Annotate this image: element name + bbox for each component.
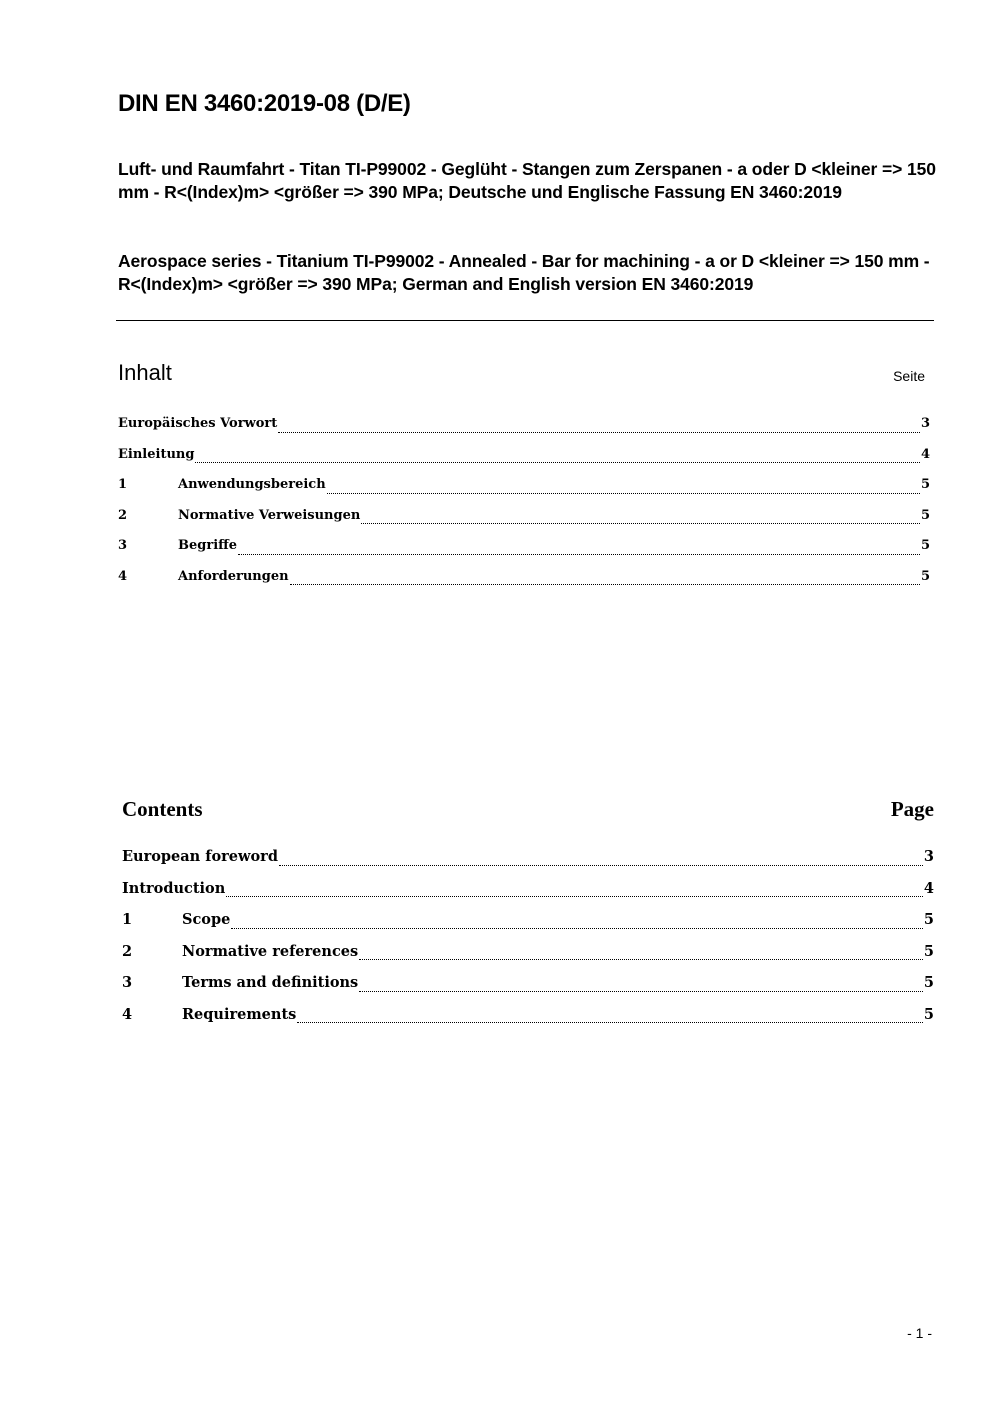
toc-dot-leader <box>279 865 923 866</box>
toc-entry-page: 5 <box>923 942 934 960</box>
toc-page-label-german: Seite <box>893 368 925 384</box>
toc-dot-leader <box>297 1022 923 1023</box>
toc-page-label-english: Page <box>890 797 934 821</box>
toc-entry-page: 5 <box>923 911 934 928</box>
toc-dot-leader <box>359 991 923 992</box>
toc-entry-scope-en[interactable] <box>122 911 934 943</box>
toc-entry-number: 1 <box>122 911 133 928</box>
toc-entry-introduction-en[interactable] <box>122 880 934 912</box>
toc-dot-leader <box>238 554 920 555</box>
toc-entry-number: 3 <box>122 974 133 991</box>
toc-dot-leader <box>231 928 923 929</box>
subtitle-english: Aerospace series - Titanium TI-P99002 - Annealed - Bar for machining - a or D <kleiner => 150 mm - R<(Index)m> <größer => 390 MPa; German and English version EN 3460:2019 <box>118 251 930 294</box>
toc-entry-european-foreword-de[interactable] <box>118 416 930 447</box>
toc-entry-page: 5 <box>920 507 930 523</box>
toc-entry-requirements-de[interactable] <box>118 569 930 600</box>
toc-entry-page: 5 <box>920 477 930 492</box>
toc-german <box>118 416 930 599</box>
toc-entry-number: 3 <box>118 538 128 553</box>
toc-heading-german: Inhalt <box>118 360 172 385</box>
toc-entry-normative-references-en[interactable] <box>122 943 934 975</box>
toc-entry-requirements-en[interactable] <box>122 1006 934 1038</box>
toc-entry-page: 4 <box>923 879 934 897</box>
toc-entry-page: 5 <box>923 1005 934 1023</box>
toc-entry-text: Normative references <box>182 942 359 960</box>
toc-dot-leader <box>327 493 920 494</box>
toc-entry-terms-de[interactable] <box>118 538 930 569</box>
toc-dot-leader <box>359 959 923 960</box>
toc-entry-european-foreword-en[interactable] <box>122 848 934 880</box>
toc-dot-leader <box>361 523 920 524</box>
toc-english <box>122 848 934 1037</box>
subtitle-german: Luft- und Raumfahrt - Titan TI-P99002 - Geglüht - Stangen zum Zerspanen - a oder D <kleiner => 150 mm - R<(Index)m> <größer => 390 MPa; Deutsche und Englische Fassung EN 3460:2019 <box>118 159 936 202</box>
toc-entry-text: Einleitung <box>118 446 195 462</box>
footer-page-number: - 1 - <box>907 1325 932 1341</box>
toc-entry-page: 5 <box>923 974 934 991</box>
toc-entry-text: Europäisches Vorwort <box>118 416 278 431</box>
toc-heading-english: Contents <box>122 797 203 821</box>
toc-dot-leader <box>226 896 923 897</box>
toc-entry-scope-de[interactable] <box>118 477 930 508</box>
toc-dot-leader <box>195 462 920 463</box>
toc-entry-text: European foreword <box>122 848 278 865</box>
toc-entry-number: 2 <box>122 942 133 960</box>
toc-entry-introduction-de[interactable] <box>118 447 930 478</box>
toc-entry-text: Begriffe <box>178 538 238 553</box>
toc-dot-leader <box>278 432 920 433</box>
toc-entry-number: 2 <box>118 507 128 523</box>
toc-entry-text: Terms and definitions <box>182 974 359 991</box>
toc-entry-text: Introduction <box>122 879 226 897</box>
page-title: DIN EN 3460:2019-08 (D/E) <box>118 90 411 117</box>
toc-entry-normative-references-de[interactable] <box>118 508 930 539</box>
toc-entry-number: 4 <box>118 568 128 584</box>
toc-entry-page: 4 <box>920 446 930 462</box>
toc-entry-page: 3 <box>920 416 930 431</box>
toc-entry-text: Anforderungen <box>178 568 289 584</box>
toc-entry-terms-en[interactable] <box>122 974 934 1006</box>
toc-entry-text: Normative Verweisungen <box>178 507 361 523</box>
header-divider <box>116 320 934 321</box>
toc-entry-text: Anwendungsbereich <box>178 477 326 492</box>
toc-entry-page: 5 <box>920 538 930 553</box>
toc-entry-page: 3 <box>923 848 934 865</box>
toc-entry-text: Scope <box>182 911 231 928</box>
toc-entry-number: 1 <box>118 477 128 492</box>
toc-entry-text: Requirements <box>182 1005 297 1023</box>
toc-dot-leader <box>290 584 920 585</box>
toc-entry-number: 4 <box>122 1005 133 1023</box>
toc-entry-page: 5 <box>920 568 930 584</box>
